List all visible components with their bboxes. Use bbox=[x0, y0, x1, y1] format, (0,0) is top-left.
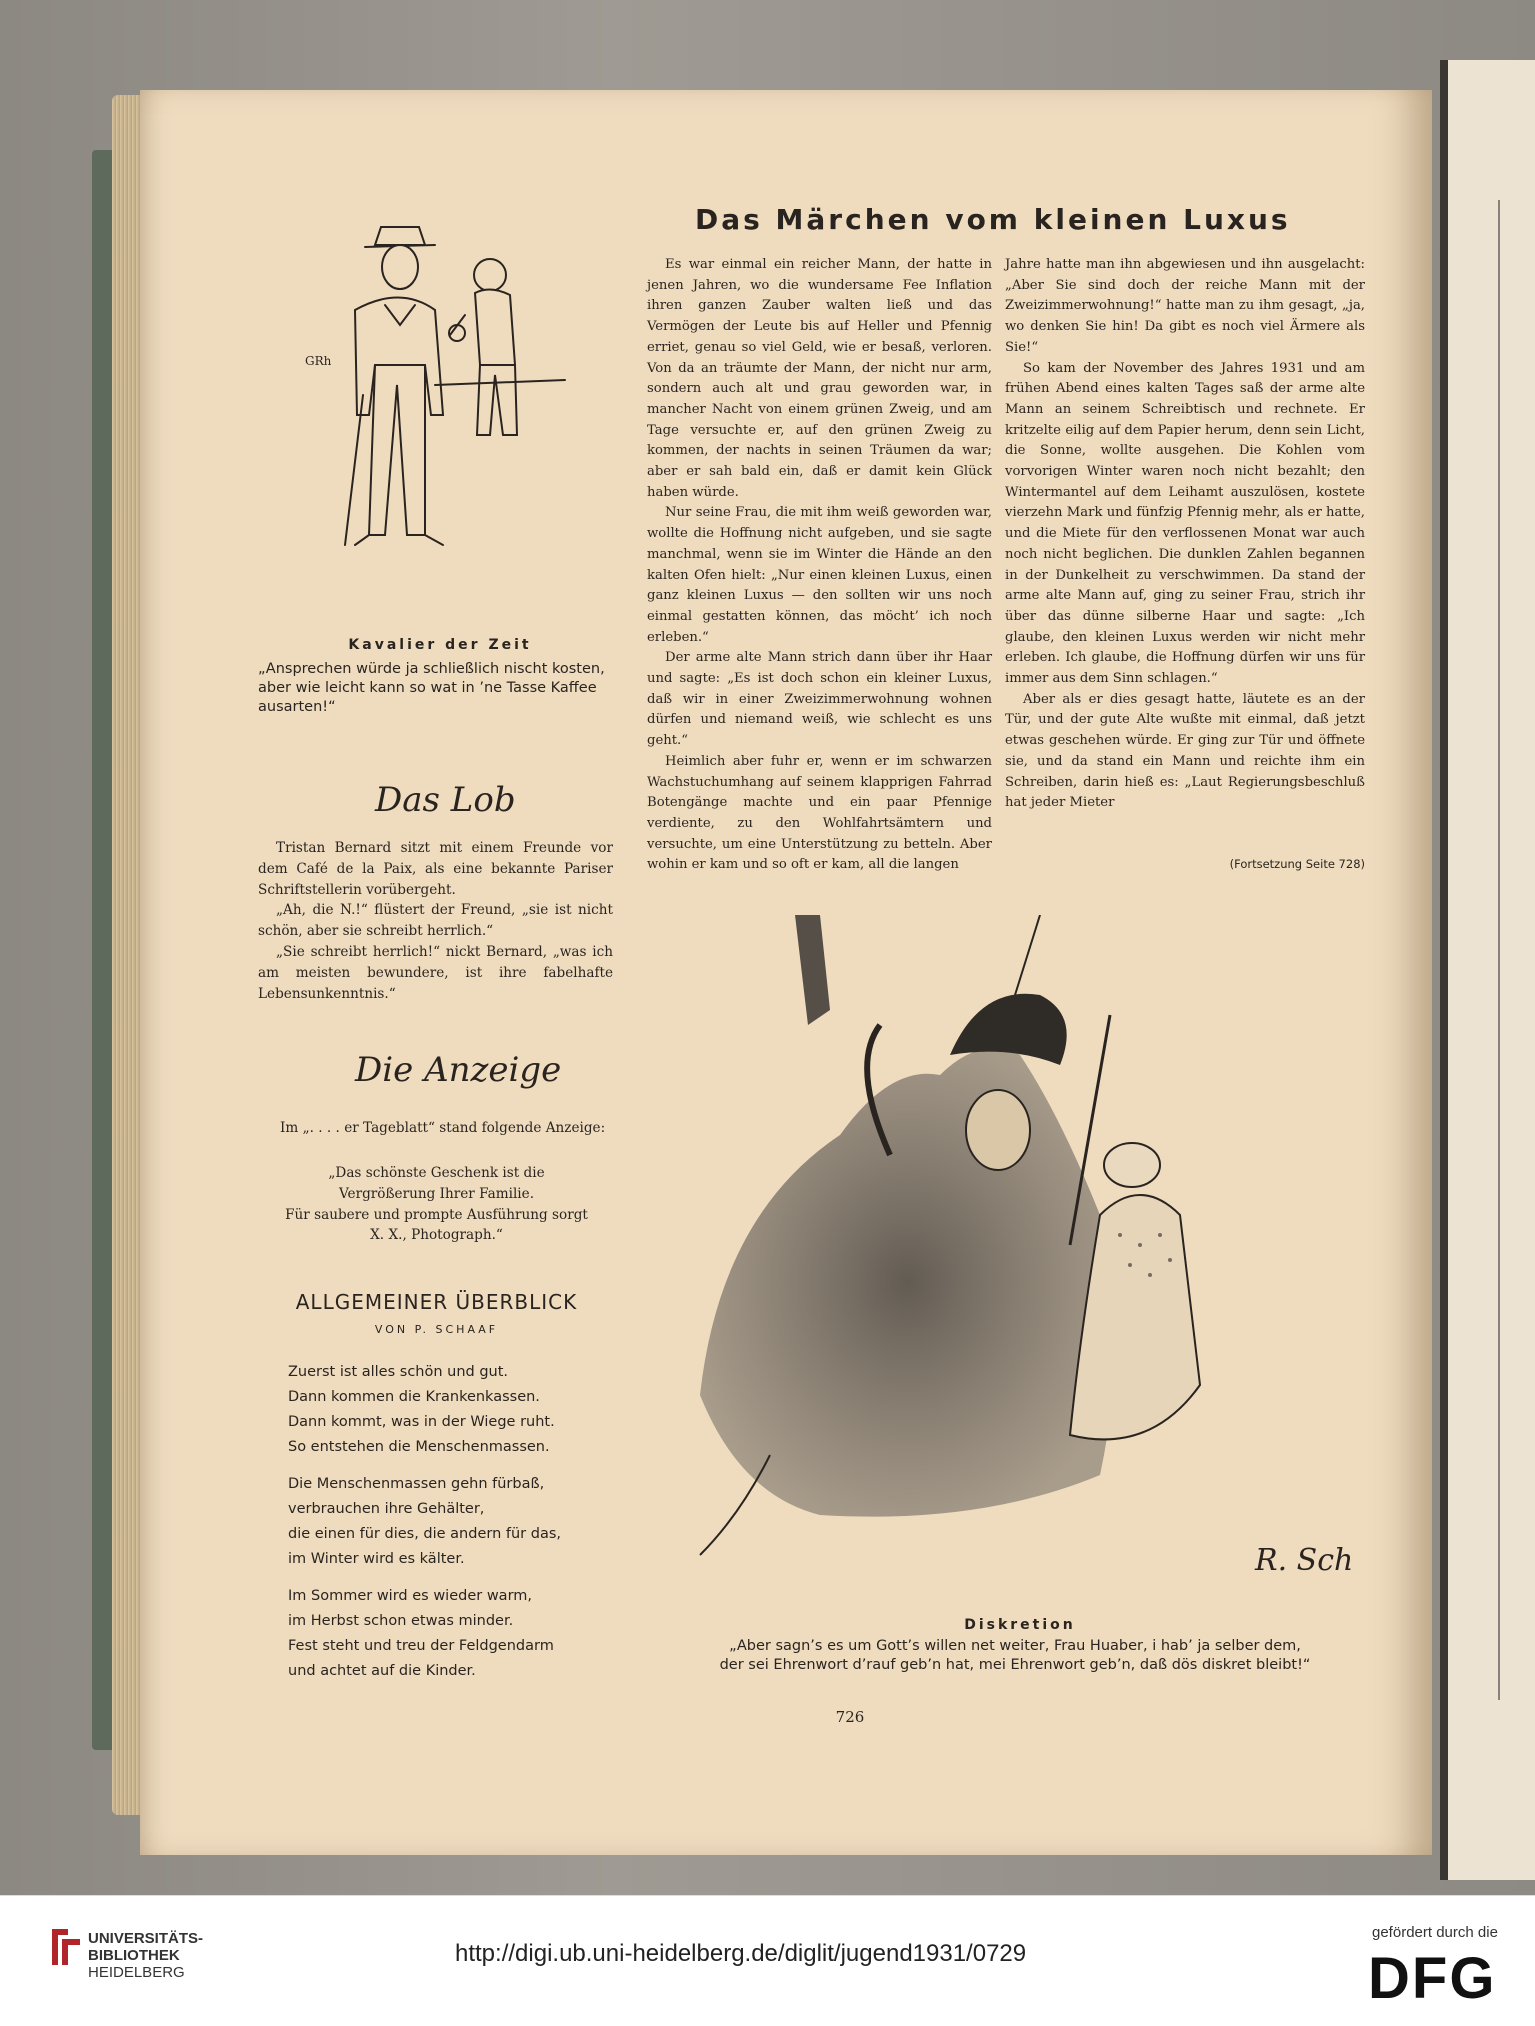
poem-line: im Winter wird es kälter. bbox=[288, 1551, 465, 1567]
anzeige-line: „Das schönste Geschenk ist die bbox=[328, 1165, 545, 1181]
story-paragraph: Jahre hatte man ihn abgewiesen und ihn ausgelacht: „Aber Sie sind doch der reiche Mann mit der Zweizimmerwohnung!“ hatte man zu ihm gesagt, „ja, wo denken Sie hin! Da gibt es noch viel Ärmere als Sie!“ bbox=[1005, 257, 1365, 355]
lob-text bbox=[258, 838, 613, 1004]
poem-line: Die Menschenmassen gehn fürbaß, bbox=[288, 1476, 545, 1492]
poem-line: Dann kommen die Krankenkassen. bbox=[288, 1389, 540, 1405]
anzeige-ad bbox=[258, 1163, 615, 1246]
poem-line: Dann kommt, was in der Wiege ruht. bbox=[288, 1414, 555, 1430]
library-name-line: UNIVERSITÄTS- bbox=[88, 1930, 204, 1947]
funding-note: gefördert durch die bbox=[1372, 1924, 1498, 1941]
page-number: 726 bbox=[835, 1708, 865, 1726]
kavalier-title: Kavalier der Zeit bbox=[348, 637, 532, 653]
poem-line: Fest steht und treu der Feldgendarm bbox=[288, 1638, 554, 1654]
story-paragraph: Es war einmal ein reicher Mann, der hatte in jenen Jahren, wo die wundersame Fee Inflation ihren ganzen Zauber walten ließ und das Vermögen der Leute bis auf Heller und Pfennig erriet, genau so viel Geld, wie er besaß, verloren. Von da an träumte der Mann, der nicht nur arm, sondern auch alt und grau geworden war, in mancher Nacht von einem grünen Zweig, und am Tage versuchte er, auf den grünen Zweig zu kommen, der nachts in seinen Träumen da war; aber er sah bald ein, daß er damit kein Glück haben würde. bbox=[647, 257, 992, 500]
diskretion-illustration bbox=[680, 915, 1360, 1585]
poem bbox=[288, 1360, 618, 1696]
poem-line: Zuerst ist alles schön und gut. bbox=[288, 1364, 509, 1380]
dfg-logo: DFG bbox=[1368, 1946, 1497, 2011]
lob-title: Das Lob bbox=[375, 780, 516, 820]
story-paragraph: Der arme alte Mann strich dann über ihr Haar und sagte: „Es ist doch schon ein kleiner Luxus, daß wir in einer Zweizimmerwohnung wohnen dürfen und niemand weiß, wie schlecht es uns geht.“ bbox=[647, 650, 992, 749]
story-paragraph: Nur seine Frau, die mit ihm weiß geworden war, wollte die Hoffnung nicht aufgeben, und sie sagte manchmal, wenn sie im Winter die Hände an den kalten Ofen hielt: „Nur einen kleinen Luxus, einen ganz kleinen Luxus — den sollten wir uns noch einmal gestatten können, das möcht’ ich noch erleben.“ bbox=[647, 505, 992, 645]
library-name-line: HEIDELBERG bbox=[88, 1964, 185, 1981]
university-library-logo bbox=[48, 1925, 86, 1969]
anzeige-line: Für saubere und prompte Ausführung sorgt bbox=[285, 1206, 588, 1223]
lob-paragraph: Tristan Bernard sitzt mit einem Freunde vor dem Café de la Paix, als eine bekannte Pariser Schriftstellerin vorübergeht. bbox=[258, 840, 613, 898]
poem-line: verbrauchen ihre Gehälter, bbox=[288, 1501, 485, 1517]
facing-page-art bbox=[1498, 200, 1535, 1700]
poem-stanza bbox=[288, 1584, 618, 1684]
story-paragraph: Aber als er dies gesagt hatte, läutete es an der Tür, und der gute Alte wußte mit einmal, daß jetzt etwas geschehen würde. Er ging zur Tür und öffnete sie, und da stand ein Mann und reichte ihm ein Schreiben, darin hieß es: „Laut Regierungsbeschluß hat jeder Mieter bbox=[1005, 691, 1365, 811]
poem-title: ALLGEMEINER ÜBERBLICK bbox=[295, 1290, 578, 1314]
story-paragraph: Heimlich aber fuhr er, wenn er im schwarzen Wachstuchumhang auf seinem klapprigen Fahrrad Botengänge machte und ein paar Pfennige verdiente, zu den Wohlfahrtsämtern und versuchte, um eine Unterstützung zu betteln. Aber wohin er kam und so oft er kam, all die langen bbox=[647, 753, 992, 873]
permalink-url[interactable]: http://digi.ub.uni-heidelberg.de/diglit/jugend1931/0729 bbox=[455, 1940, 1027, 1967]
diskretion-title: Diskretion bbox=[964, 1617, 1076, 1633]
story-headline: Das Märchen vom kleinen Luxus bbox=[695, 203, 1291, 236]
lob-paragraph: „Sie schreibt herrlich!“ nickt Bernard, „was ich am meisten bewundere, ist ihre fabelhafte Lebensunkenntnis.“ bbox=[258, 943, 613, 1002]
poem-author: VON P. SCHAAF bbox=[374, 1323, 499, 1336]
anzeige-line: X. X., Photograph.“ bbox=[370, 1227, 503, 1244]
library-name-line: BIBLIOTHEK bbox=[88, 1947, 180, 1964]
poem-line: Im Sommer wird es wieder warm, bbox=[288, 1588, 533, 1604]
lob-paragraph: „Ah, die N.!“ flüstert der Freund, „sie ist nicht schön, aber sie schreibt herrlich.“ bbox=[258, 902, 613, 940]
anzeige-intro: Im „. . . . er Tageblatt“ stand folgende Anzeige: bbox=[280, 1120, 606, 1136]
diskretion-caption-line1: „Aber sagn’s es um Gott’s willen net weiter, Frau Huaber, i hab’ ja selber dem, bbox=[729, 1638, 1301, 1654]
poem-line: So entstehen die Menschenmassen. bbox=[288, 1439, 550, 1455]
library-name bbox=[88, 1930, 203, 1981]
poem-line: die einen für dies, die andern für das, bbox=[288, 1526, 562, 1542]
story-paragraph: So kam der November des Jahres 1931 und am frühen Abend eines kalten Tages saß der arme alte Mann an seinem Schreibtisch und rechnete. Er kritzelte eilig auf dem Papier herum, denn sein Licht, die Sonne, wollte ausgehen. Die Kohlen vom vorvorigen Winter waren noch nicht bezahlt; den Wintermantel auf dem Leihamt auszulösen, kostete vierzehn Mark und fünfzig Pfennig mehr, als er hatte, und die Miete für den verflossenen Monat war auch noch nicht beglichen. Die dunklen Zahlen begannen in der Dunkelheit zu verschwimmen. Da stand der arme alte Mann auf, ging zu seiner Frau, strich ihr über das dünne silberne Haar und sagte: „Ich glaube, den kleinen Luxus werden wir nicht mehr erleben. Ich glaube, die Hoffnung dürfen wir uns für immer aus dem Sinn schlagen.“ bbox=[1005, 360, 1365, 687]
kavalier-signature: GRh bbox=[305, 354, 332, 368]
kavalier-illustration bbox=[285, 215, 575, 605]
anzeige-title: Die Anzeige bbox=[355, 1050, 562, 1090]
poem-stanza bbox=[288, 1360, 618, 1460]
story-left-column bbox=[647, 255, 992, 876]
diskretion-signature: R. Sch bbox=[1255, 1543, 1354, 1578]
kavalier-caption: „Ansprechen würde ja schließlich nischt kosten, aber wie leicht kann so wat in ’ne Tasse Kaffee ausarten!“ bbox=[258, 661, 605, 715]
poem-stanza bbox=[288, 1472, 618, 1572]
diskretion-caption-line2: der sei Ehrenwort d’rauf geb’n hat, mei Ehrenwort geb’n, daß dös diskret bleibt!“ bbox=[719, 1657, 1311, 1673]
poem-line: und achtet auf die Kinder. bbox=[288, 1663, 476, 1679]
story-right-column bbox=[1005, 255, 1365, 814]
poem-line: im Herbst schon etwas minder. bbox=[288, 1613, 514, 1629]
anzeige-line: Vergrößerung Ihrer Familie. bbox=[338, 1185, 535, 1202]
story-continuation: (Fortsetzung Seite 728) bbox=[1229, 857, 1365, 871]
